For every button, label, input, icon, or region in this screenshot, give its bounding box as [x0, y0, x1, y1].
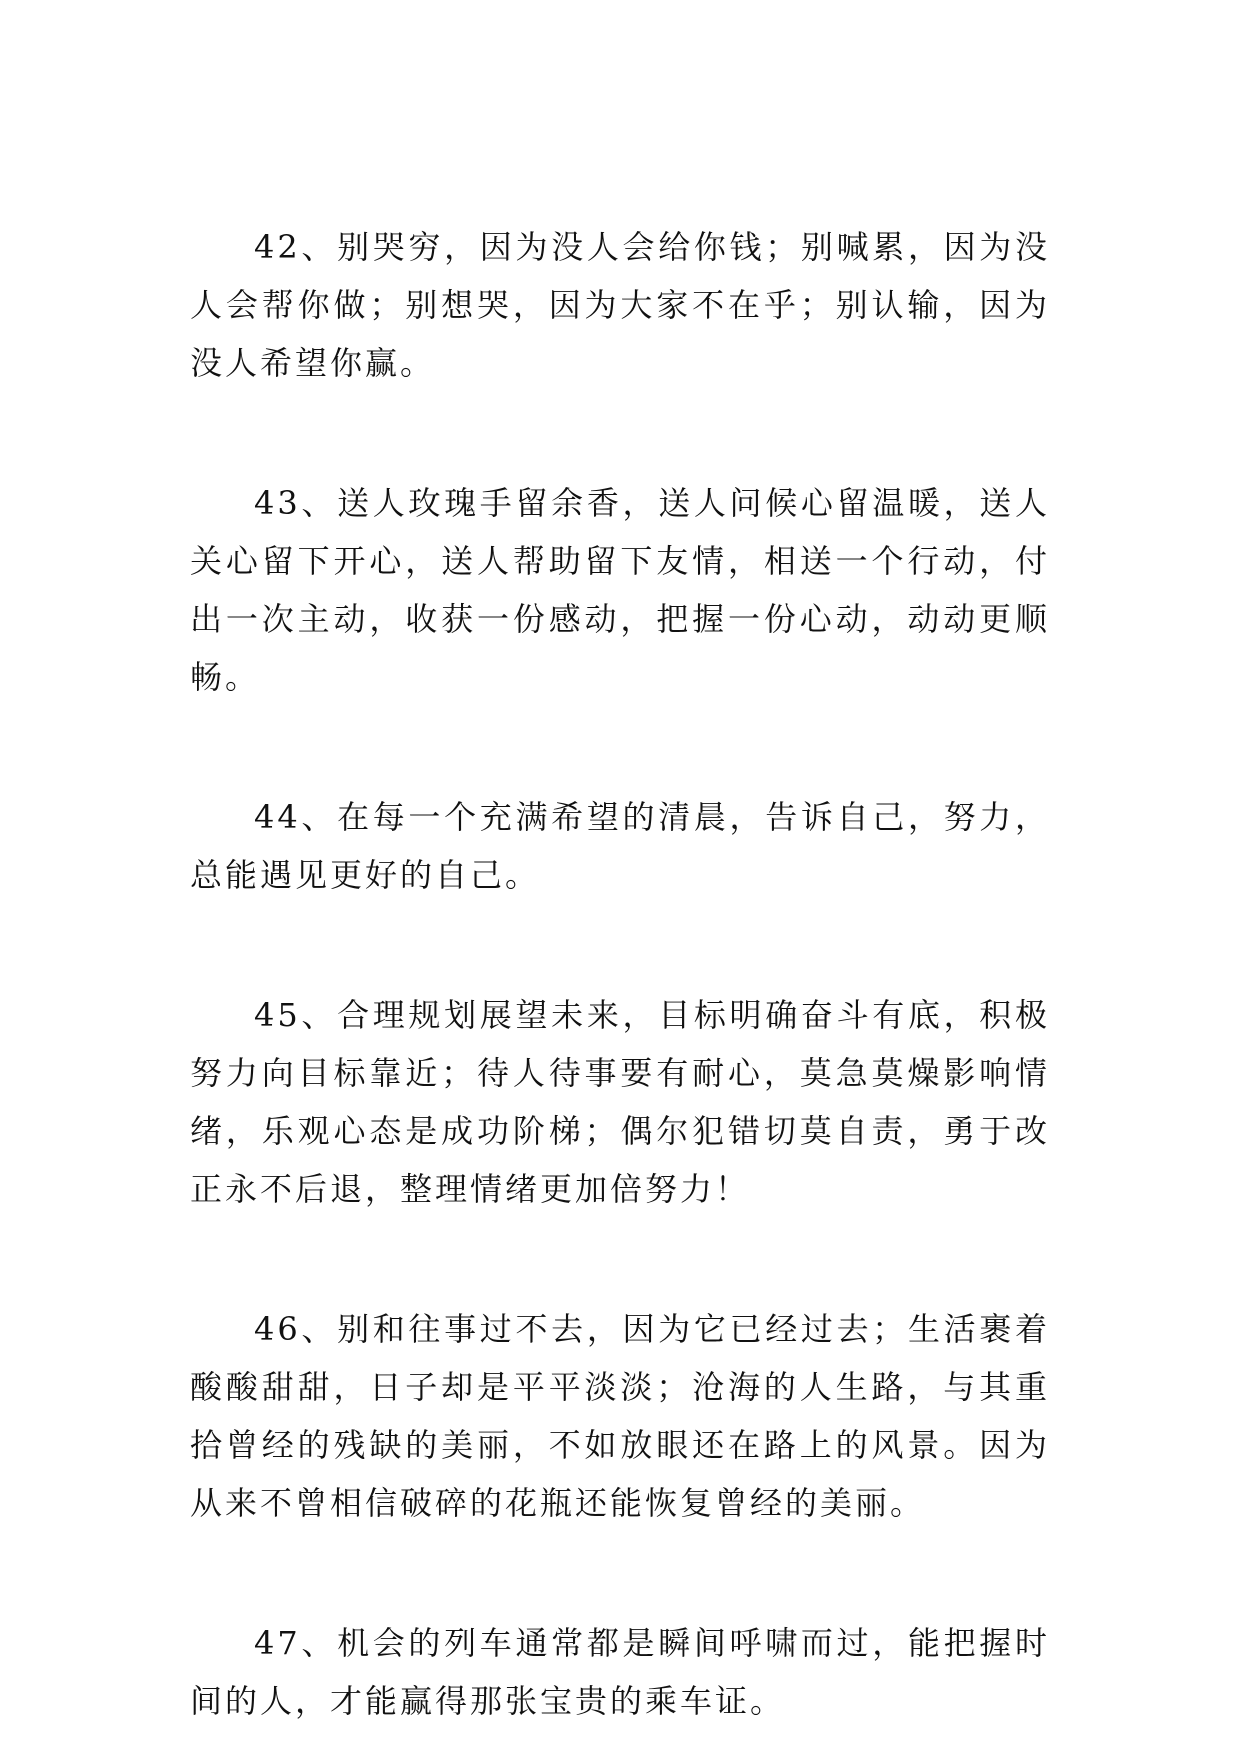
paragraph-46: 46、别和往事过不去，因为它已经过去；生活裹着酸酸甜甜，日子却是平平淡淡；沧海的人生路，与其重拾曾经的残缺的美丽，不如放眼还在路上的风景。因为从来不曾相信破碎的花瓶还能恢复曾经的美丽。 — [190, 1310, 1050, 1522]
paragraph-42: 42、别哭穷，因为没人会给你钱；别喊累，因为没人会帮你做；别想哭，因为大家不在乎；别认输，因为没人希望你赢。 — [190, 228, 1050, 382]
paragraph-44: 44、在每一个充满希望的清晨，告诉自己，努力，总能遇见更好的自己。 — [190, 798, 1050, 894]
document-body — [190, 218, 1050, 1730]
paragraph-47: 47、机会的列车通常都是瞬间呼啸而过，能把握时间的人，才能赢得那张宝贵的乘车证。 — [190, 1624, 1050, 1720]
paragraph-43: 43、送人玫瑰手留余香，送人问候心留温暖，送人关心留下开心，送人帮助留下友情，相送一个行动，付出一次主动，收获一份感动，把握一份心动，动动更顺畅。 — [190, 484, 1050, 696]
paragraph-45: 45、合理规划展望未来，目标明确奋斗有底，积极努力向目标靠近；待人待事要有耐心，莫急莫燥影响情绪，乐观心态是成功阶梯；偶尔犯错切莫自责，勇于改正永不后退，整理情绪更加倍努力！ — [190, 996, 1050, 1208]
